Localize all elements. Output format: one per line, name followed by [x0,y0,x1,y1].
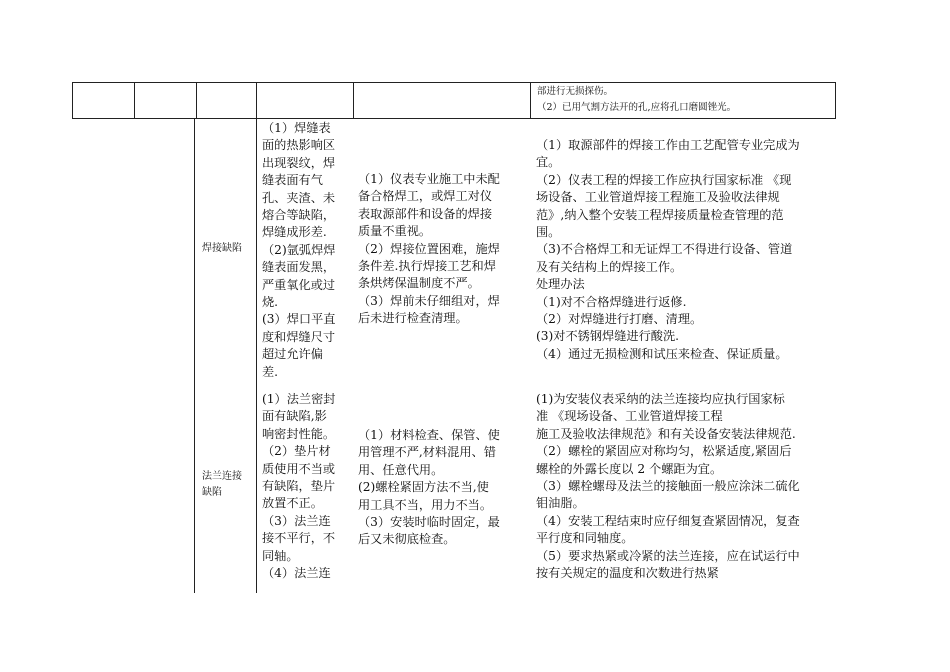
text-line: 出现裂纹，焊 [262,155,336,170]
text-line: 钼油脂。 [536,496,585,511]
text-line: （2)氩弧焊焊 [262,242,336,257]
text-line: （1）焊缝表 [262,121,331,135]
table-col-line [835,82,836,119]
text-line: 差. [262,364,279,379]
text-line: 条件差.执行焊接工艺和焊 [358,259,496,274]
text-line: 螺栓的外露长度以 2 个螺距为宜。 [536,461,723,476]
text-line: (3）焊口平直 [262,312,336,327]
text-line: 及有关结构上的焊接工作。 [536,259,683,274]
table-col-line [353,82,354,119]
text-line: 场设备、工业管道焊接工程施工及验收法律规 [536,190,780,205]
weld-measures [536,137,836,363]
text-line: 面的热影响区 [262,138,336,153]
text-line: （2）焊接位置困难，施焊 [358,241,500,256]
text-line: 宜。 [536,155,561,170]
text-line: 接不平行，不 [262,531,336,546]
text-line: 用工具不当，用力不当。 [358,497,493,512]
text-line: 有缺陷，垫片 [262,479,336,494]
text-line: 表取源部件和设备的焊接 [358,206,493,221]
text-line: （2）螺栓的紧固应对称均匀，松紧适度,紧固后 [536,444,792,459]
weld-phenomena [262,120,352,381]
text-line: 焊缝成形差. [262,225,327,240]
text-line: 熔合等缺陷， [262,208,336,223]
text-line: （3)不合格焊工和无证焊工不得进行设备、管道 [536,242,793,257]
text-line: 后未进行检查清理。 [358,311,468,326]
table-row-divider [72,118,836,119]
text-line: 缝表面有气 [262,173,323,188]
row-label-flange-defect [202,469,254,501]
text-line: （4）通过无损检测和试压来检查、保证质量。 [536,346,788,361]
table-col-line [134,82,135,119]
text-line: （1）仪表专业施工中未配 [358,172,500,186]
row-label: 焊接缺陷 [202,243,242,254]
text-line: 部进行无损探伤。 [537,86,614,97]
text-line: 条烘烤保温制度不严。 [358,276,480,291]
text-line: （1）材料检查、保管、使 [358,428,500,442]
table-col-line [196,82,197,119]
text-line: 用管理不严,材料混用、错 [358,445,496,460]
row-label-line: 法兰连接 [202,471,242,482]
text-line: （1）取源部件的焊接工作由工艺配管专业完成为 [536,138,800,152]
text-line: 处理办法 [536,277,585,292]
text-line: 同轴。 [262,548,299,563]
text-line: （5）要求热紧或冷紧的法兰连接，应在试运行中 [536,548,800,563]
row-label-weld-defect [202,241,254,257]
text-line: 严重氧化或过 [262,277,336,292]
text-line: （2）已用气割方法开的孔,应将孔口磨圆锉光。 [537,102,737,113]
text-line: （4）法兰连 [262,566,331,581]
text-line: 面有缺陷,影 [262,409,327,424]
weld-causes [358,171,528,328]
text-line: （3）螺栓螺母及法兰的接触面一般应涂沫二硫化 [536,479,800,494]
text-line: 备合格焊工，或焊工对仪 [358,189,493,204]
flange-measures [536,391,836,582]
text-line: 超过允许偏 [262,347,323,362]
flange-causes [358,427,528,549]
text-line: 后又未彻底检查。 [358,532,456,547]
text-line: 按有关规定的温度和次数进行热紧 [536,566,719,581]
text-line: (1）法兰密封 [262,392,336,406]
text-line: 放置不正。 [262,496,323,511]
table-col-line [72,82,73,119]
text-line: (2)螺栓紧固方法不当,使 [358,480,489,495]
flange-phenomena [262,391,352,582]
table-col-line [256,119,257,593]
text-line: 质使用不当或 [262,461,336,476]
text-line: 缝表面发黑， [262,260,336,275]
table-col-line [256,82,257,119]
text-line: 范》,纳入整个安装工程焊接质量检查管理的范 [536,207,784,222]
text-line: (3)对不锈钢焊缝进行酸洗. [536,329,680,344]
text-line: 用、任意代用。 [358,462,444,477]
row-label-line: 缺陷 [202,487,222,498]
table-top-border [72,82,836,83]
text-line: （3）安装时临时固定，最 [358,515,500,530]
top-row-measures [537,84,833,116]
text-line: （3）焊前未仔细组对，焊 [358,293,500,308]
text-line: 准 《现场设备、工业管道焊接工程 [536,409,723,424]
text-line: （2）仪表工程的焊接工作应执行国家标准 《现 [536,172,792,187]
text-line: （3）法兰连 [262,513,331,528]
text-line: （2）垫片材 [262,444,331,459]
text-line: 响密封性能。 [262,426,336,441]
text-line: 围。 [536,225,561,240]
text-line: 烧. [262,295,279,310]
text-line: (1)为安装仪表采纳的法兰连接均应执行国家标 [536,392,785,406]
text-line: 度和焊缝尺寸 [262,329,336,344]
text-line: 施工及验收法律规范》和有关设备安装法律规范. [536,426,796,441]
text-line: 质量不重视。 [358,224,432,239]
text-line: （4）安装工程结束时应仔细复查紧固情况，复查 [536,513,800,528]
text-line: （1)对不合格焊缝进行返修. [536,294,687,309]
table-col-line [194,119,195,593]
table-col-line [530,82,531,119]
text-line: 孔、夹渣、未 [262,190,336,205]
text-line: （2）对焊缝进行打磨、清理。 [536,312,703,327]
text-line: 平行度和同轴度。 [536,531,634,546]
